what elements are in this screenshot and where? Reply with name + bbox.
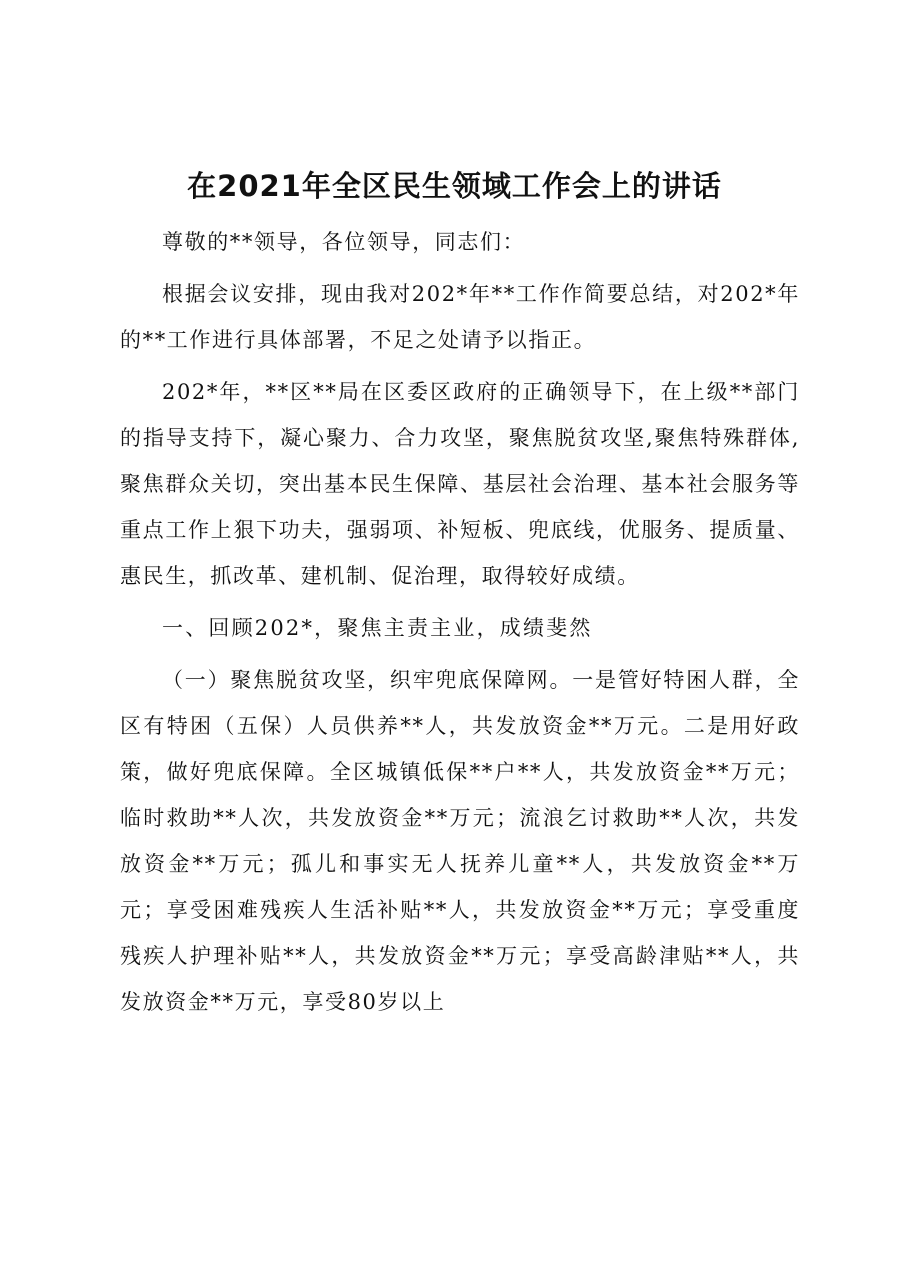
document-body <box>120 219 800 1025</box>
intro-paragraph: 根据会议安排，现由我对202*年**工作作简要总结，对202*年的**工作进行具体部署，不足之处请予以指正。 <box>120 282 800 352</box>
summary-paragraph: 202*年，**区**局在区委区政府的正确领导下，在上级**部门的指导支持下，凝心聚力、合力攻坚，聚焦脱贫攻坚,聚焦特殊群体,聚焦群众关切，突出基本民生保障、基层社会治理、基本社会服务等重点工作上狠下功夫，强弱项、补短板、兜底线，优服务、提质量、惠民生，抓改革、建机制、促治理，取得较好成绩。 <box>120 380 800 588</box>
document-title: 在2021年全区民生领域工作会上的讲话 <box>187 169 722 203</box>
section-heading: 一、回顾202*，聚焦主责主业，成绩斐然 <box>162 616 593 640</box>
subsection-paragraph: （一）聚焦脱贫攻坚，织牢兜底保障网。一是管好特困人群，全区有特困（五保）人员供养**人，共发放资金**万元。二是用好政策，做好兜底保障。全区城镇低保**户**人，共发放资金**万元；临时救助**人次，共发放资金**万元；流浪乞讨救助**人次，共发放资金**万元；孤儿和事实无人抚养儿童**人，共发放资金**万元；享受困难残疾人生活补贴**人，共发放资金**万元；享受重度残疾人护理补贴**人，共发放资金**万元；享受高龄津贴**人，共发放资金**万元，享受80岁以上 <box>120 668 800 1014</box>
salutation-paragraph: 尊敬的**领导，各位领导，同志们： <box>162 230 526 254</box>
